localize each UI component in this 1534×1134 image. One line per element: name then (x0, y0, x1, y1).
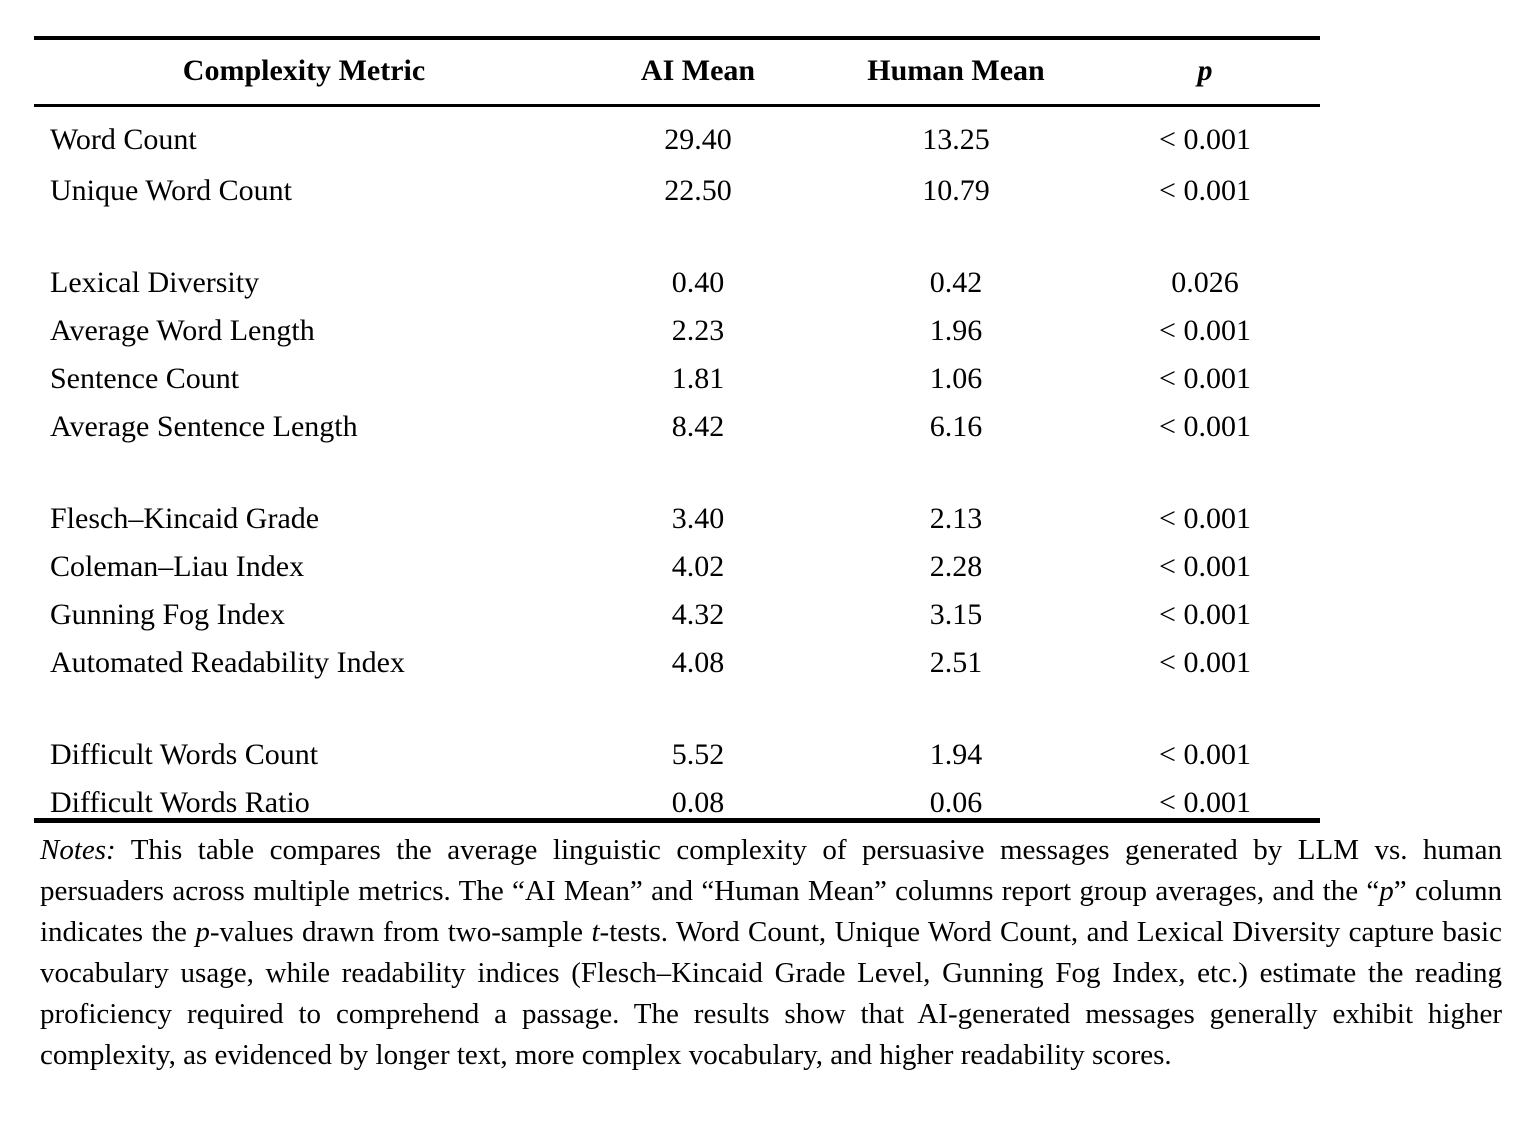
cell-human-mean: 3.15 (929, 598, 983, 631)
table-row (34, 167, 1320, 215)
cell-metric: Average Word Length (50, 314, 315, 347)
cell-p-value: < 0.001 (1159, 646, 1251, 679)
cell-p-value: < 0.001 (1159, 598, 1251, 631)
column-header-human-mean: Human Mean (822, 40, 1090, 106)
cell-metric: Coleman–Liau Index (50, 550, 305, 583)
cell-metric: Difficult Words Count (50, 738, 319, 771)
cell-metric: Sentence Count (50, 362, 240, 395)
notes-text-3: -values drawn from two-sample (209, 916, 592, 948)
spacer-cell (1090, 215, 1320, 259)
cell-metric: Automated Readability Index (50, 646, 405, 679)
spacer-cell (822, 215, 1090, 259)
cell-metric: Lexical Diversity (50, 266, 260, 299)
table-row (34, 307, 1320, 355)
cell-ai-mean: 0.40 (671, 266, 725, 299)
cell-p-value: < 0.001 (1159, 174, 1251, 207)
cell-p-value: < 0.001 (1159, 123, 1251, 156)
cell-ai-mean: 3.40 (671, 502, 725, 535)
column-header-row (34, 40, 1320, 106)
notes-italic-t: t (591, 916, 600, 948)
cell-ai-mean: 8.42 (671, 410, 725, 443)
table-row (34, 779, 1320, 831)
spacer-cell (822, 451, 1090, 495)
cell-p-value: < 0.001 (1159, 738, 1251, 771)
cell-ai-mean: 4.32 (671, 598, 725, 631)
table-row (34, 355, 1320, 403)
spacer-cell (574, 451, 822, 495)
cell-human-mean: 13.25 (922, 123, 990, 156)
cell-human-mean: 0.06 (929, 786, 983, 819)
spacer-cell (1090, 451, 1320, 495)
cell-metric: Word Count (50, 123, 197, 156)
column-header-metric: Complexity Metric (34, 40, 574, 106)
table-body (34, 106, 1320, 832)
cell-p-value: < 0.001 (1159, 362, 1251, 395)
notes-text-2: ” column indicates the (40, 875, 1503, 948)
cell-human-mean: 10.79 (922, 174, 990, 207)
cell-metric: Average Sentence Length (50, 410, 358, 443)
column-header-ai-mean: AI Mean (574, 40, 822, 106)
notes-text-4: -tests. Word Count, Unique Word Count, and Lexical Diversity capture basic vocabulary usage, while readability indices (Flesch–Kincaid Grade Level, Gunning Fog Index, etc.) estimate the reading proficiency required to comprehend a passage. The results show that AI-generated messages generally exhibit higher complexity, as evidenced by longer text, more complex vocabulary, and higher readability scores. (40, 916, 1502, 1071)
bottom-rule (34, 818, 1320, 823)
table-row (34, 543, 1320, 591)
spacer-cell (34, 451, 574, 495)
cell-ai-mean: 1.81 (671, 362, 725, 395)
cell-human-mean: 1.96 (929, 314, 983, 347)
cell-human-mean: 1.06 (929, 362, 983, 395)
cell-ai-mean: 5.52 (671, 738, 725, 771)
table-header (34, 38, 1320, 106)
spacer-cell (822, 687, 1090, 731)
complexity-metrics-table (34, 36, 1320, 831)
cell-ai-mean: 22.50 (664, 174, 732, 207)
cell-p-value: < 0.001 (1159, 550, 1251, 583)
table-row (34, 591, 1320, 639)
cell-human-mean: 6.16 (929, 410, 983, 443)
cell-p-value: < 0.001 (1159, 502, 1251, 535)
cell-metric: Difficult Words Ratio (50, 786, 310, 819)
table-notes (40, 830, 1502, 1076)
spacer-cell (34, 215, 574, 259)
table-row (34, 106, 1320, 168)
spacer-cell (574, 687, 822, 731)
cell-human-mean: 1.94 (929, 738, 983, 771)
spacer-cell (574, 215, 822, 259)
cell-metric: Flesch–Kincaid Grade (50, 502, 320, 535)
group-spacer-row (34, 215, 1320, 259)
cell-ai-mean: 4.02 (671, 550, 725, 583)
cell-ai-mean: 4.08 (671, 646, 725, 679)
cell-p-value: < 0.001 (1159, 786, 1251, 819)
notes-italic-p-2: p (195, 916, 210, 948)
spacer-cell (34, 687, 574, 731)
group-spacer-row (34, 451, 1320, 495)
notes-label: Notes: (40, 834, 116, 866)
cell-p-value: < 0.001 (1159, 410, 1251, 443)
cell-human-mean: 0.42 (929, 266, 983, 299)
cell-p-value: < 0.001 (1159, 314, 1251, 347)
cell-ai-mean: 0.08 (671, 786, 725, 819)
notes-text-1: This table compares the average linguistic complexity of persuasive messages generated by LLM vs. human persuaders across multiple metrics. The “AI Mean” and “Human Mean” columns report group averages, and the “ (40, 834, 1502, 907)
cell-human-mean: 2.51 (929, 646, 983, 679)
cell-metric: Unique Word Count (50, 174, 293, 207)
cell-ai-mean: 2.23 (671, 314, 725, 347)
table-row (34, 259, 1320, 307)
notes-italic-p-1: p (1379, 875, 1394, 907)
spacer-cell (1090, 687, 1320, 731)
table-row (34, 639, 1320, 687)
column-header-p-value: p (1090, 40, 1320, 106)
table-row (34, 495, 1320, 543)
table-row (34, 731, 1320, 779)
table-row (34, 403, 1320, 451)
group-spacer-row (34, 687, 1320, 731)
cell-p-value: 0.026 (1171, 266, 1239, 299)
cell-ai-mean: 29.40 (664, 123, 732, 156)
cell-human-mean: 2.28 (929, 550, 983, 583)
cell-metric: Gunning Fog Index (50, 598, 285, 631)
cell-human-mean: 2.13 (929, 502, 983, 535)
complexity-metrics-table-container (34, 36, 1320, 831)
